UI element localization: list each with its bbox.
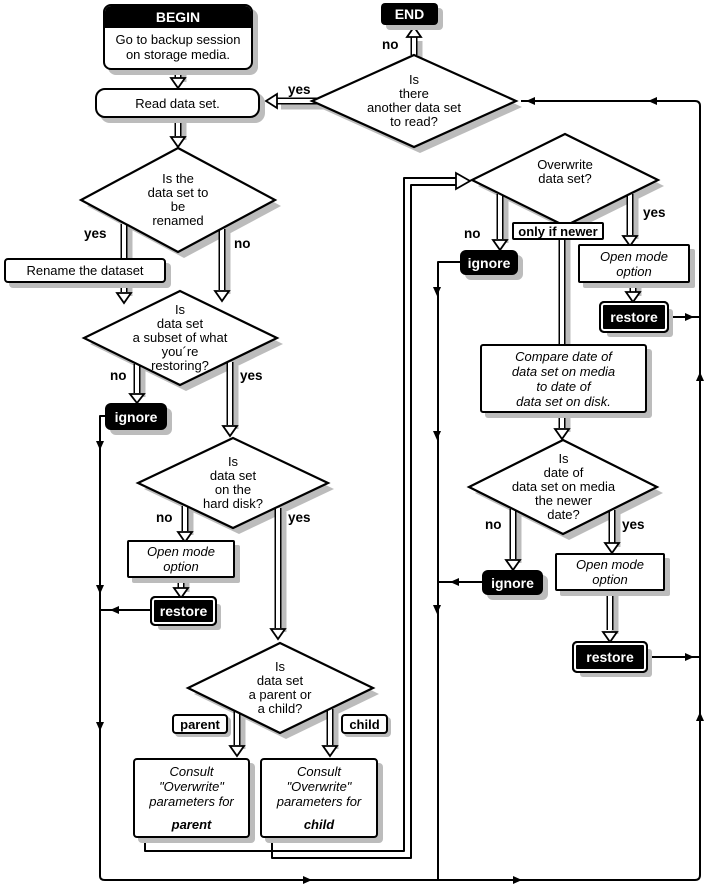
consult-overwrite-parent-node: Consult "Overwrite" parameters for parent: [133, 758, 250, 838]
ignore-node-1: ignore: [105, 403, 167, 430]
branch-label-child: child: [341, 714, 388, 734]
branch-label-yes-harddisk: yes: [288, 510, 311, 525]
open-mode-option-node-1: Open mode option: [127, 540, 235, 578]
parent-child-question-text: Is data set a parent or a child?: [248, 659, 312, 716]
ignore-node-2: ignore: [460, 250, 518, 275]
newer-date-question-text: Is date of data set on media the newer date?: [511, 451, 616, 522]
overwrite-question-text: Overwrite data set?: [537, 157, 593, 186]
branch-label-yes-subset: yes: [240, 368, 263, 383]
read-data-set-node: Read data set.: [95, 88, 260, 118]
another-dataset-question-text: Is there another data set to read?: [367, 72, 461, 129]
branch-label-no-subset: no: [110, 368, 127, 383]
branch-label-yes-rename: yes: [84, 226, 107, 241]
branch-label-no-harddisk: no: [156, 510, 173, 525]
branch-label-parent: parent: [172, 714, 228, 734]
rename-dataset-node: Rename the dataset: [4, 258, 166, 283]
restore-node-1: restore: [152, 598, 215, 624]
rename-question-text: Is the data set to be renamed: [147, 171, 209, 228]
branch-label-no-rename: no: [234, 236, 251, 251]
restore-node-2: restore: [601, 303, 667, 331]
open-mode-option-node-2: Open mode option: [578, 244, 690, 283]
branch-label-yes-another: yes: [288, 82, 311, 97]
subset-question-text: Is data set a subset of what you´re restoring?: [132, 302, 228, 373]
ignore2-drain-line: [438, 262, 460, 879]
branch-label-no-another: no: [382, 37, 399, 52]
begin-node: [103, 4, 253, 70]
open-mode-option-node-3: Open mode option: [555, 553, 665, 591]
begin-instruction: Go to backup session on storage media.: [115, 32, 241, 62]
branch-label-yes-overwrite: yes: [643, 205, 666, 220]
branch-label-only-if-newer: only if newer: [512, 222, 604, 240]
branch-label-no-newer: no: [485, 517, 502, 532]
compare-date-node: Compare date of data set on media to date of data set on disk.: [480, 344, 647, 413]
branch-label-no-overwrite: no: [464, 226, 481, 241]
end-node: END: [381, 3, 438, 25]
branch-label-yes-newer: yes: [622, 517, 645, 532]
begin-title: BEGIN: [105, 6, 251, 28]
harddisk-question-text: Is data set on the hard disk?: [203, 454, 263, 511]
consult-overwrite-child-node: Consult "Overwrite" parameters for child: [260, 758, 378, 838]
ignore-node-3: ignore: [482, 570, 543, 595]
restore-node-3: restore: [574, 643, 646, 671]
